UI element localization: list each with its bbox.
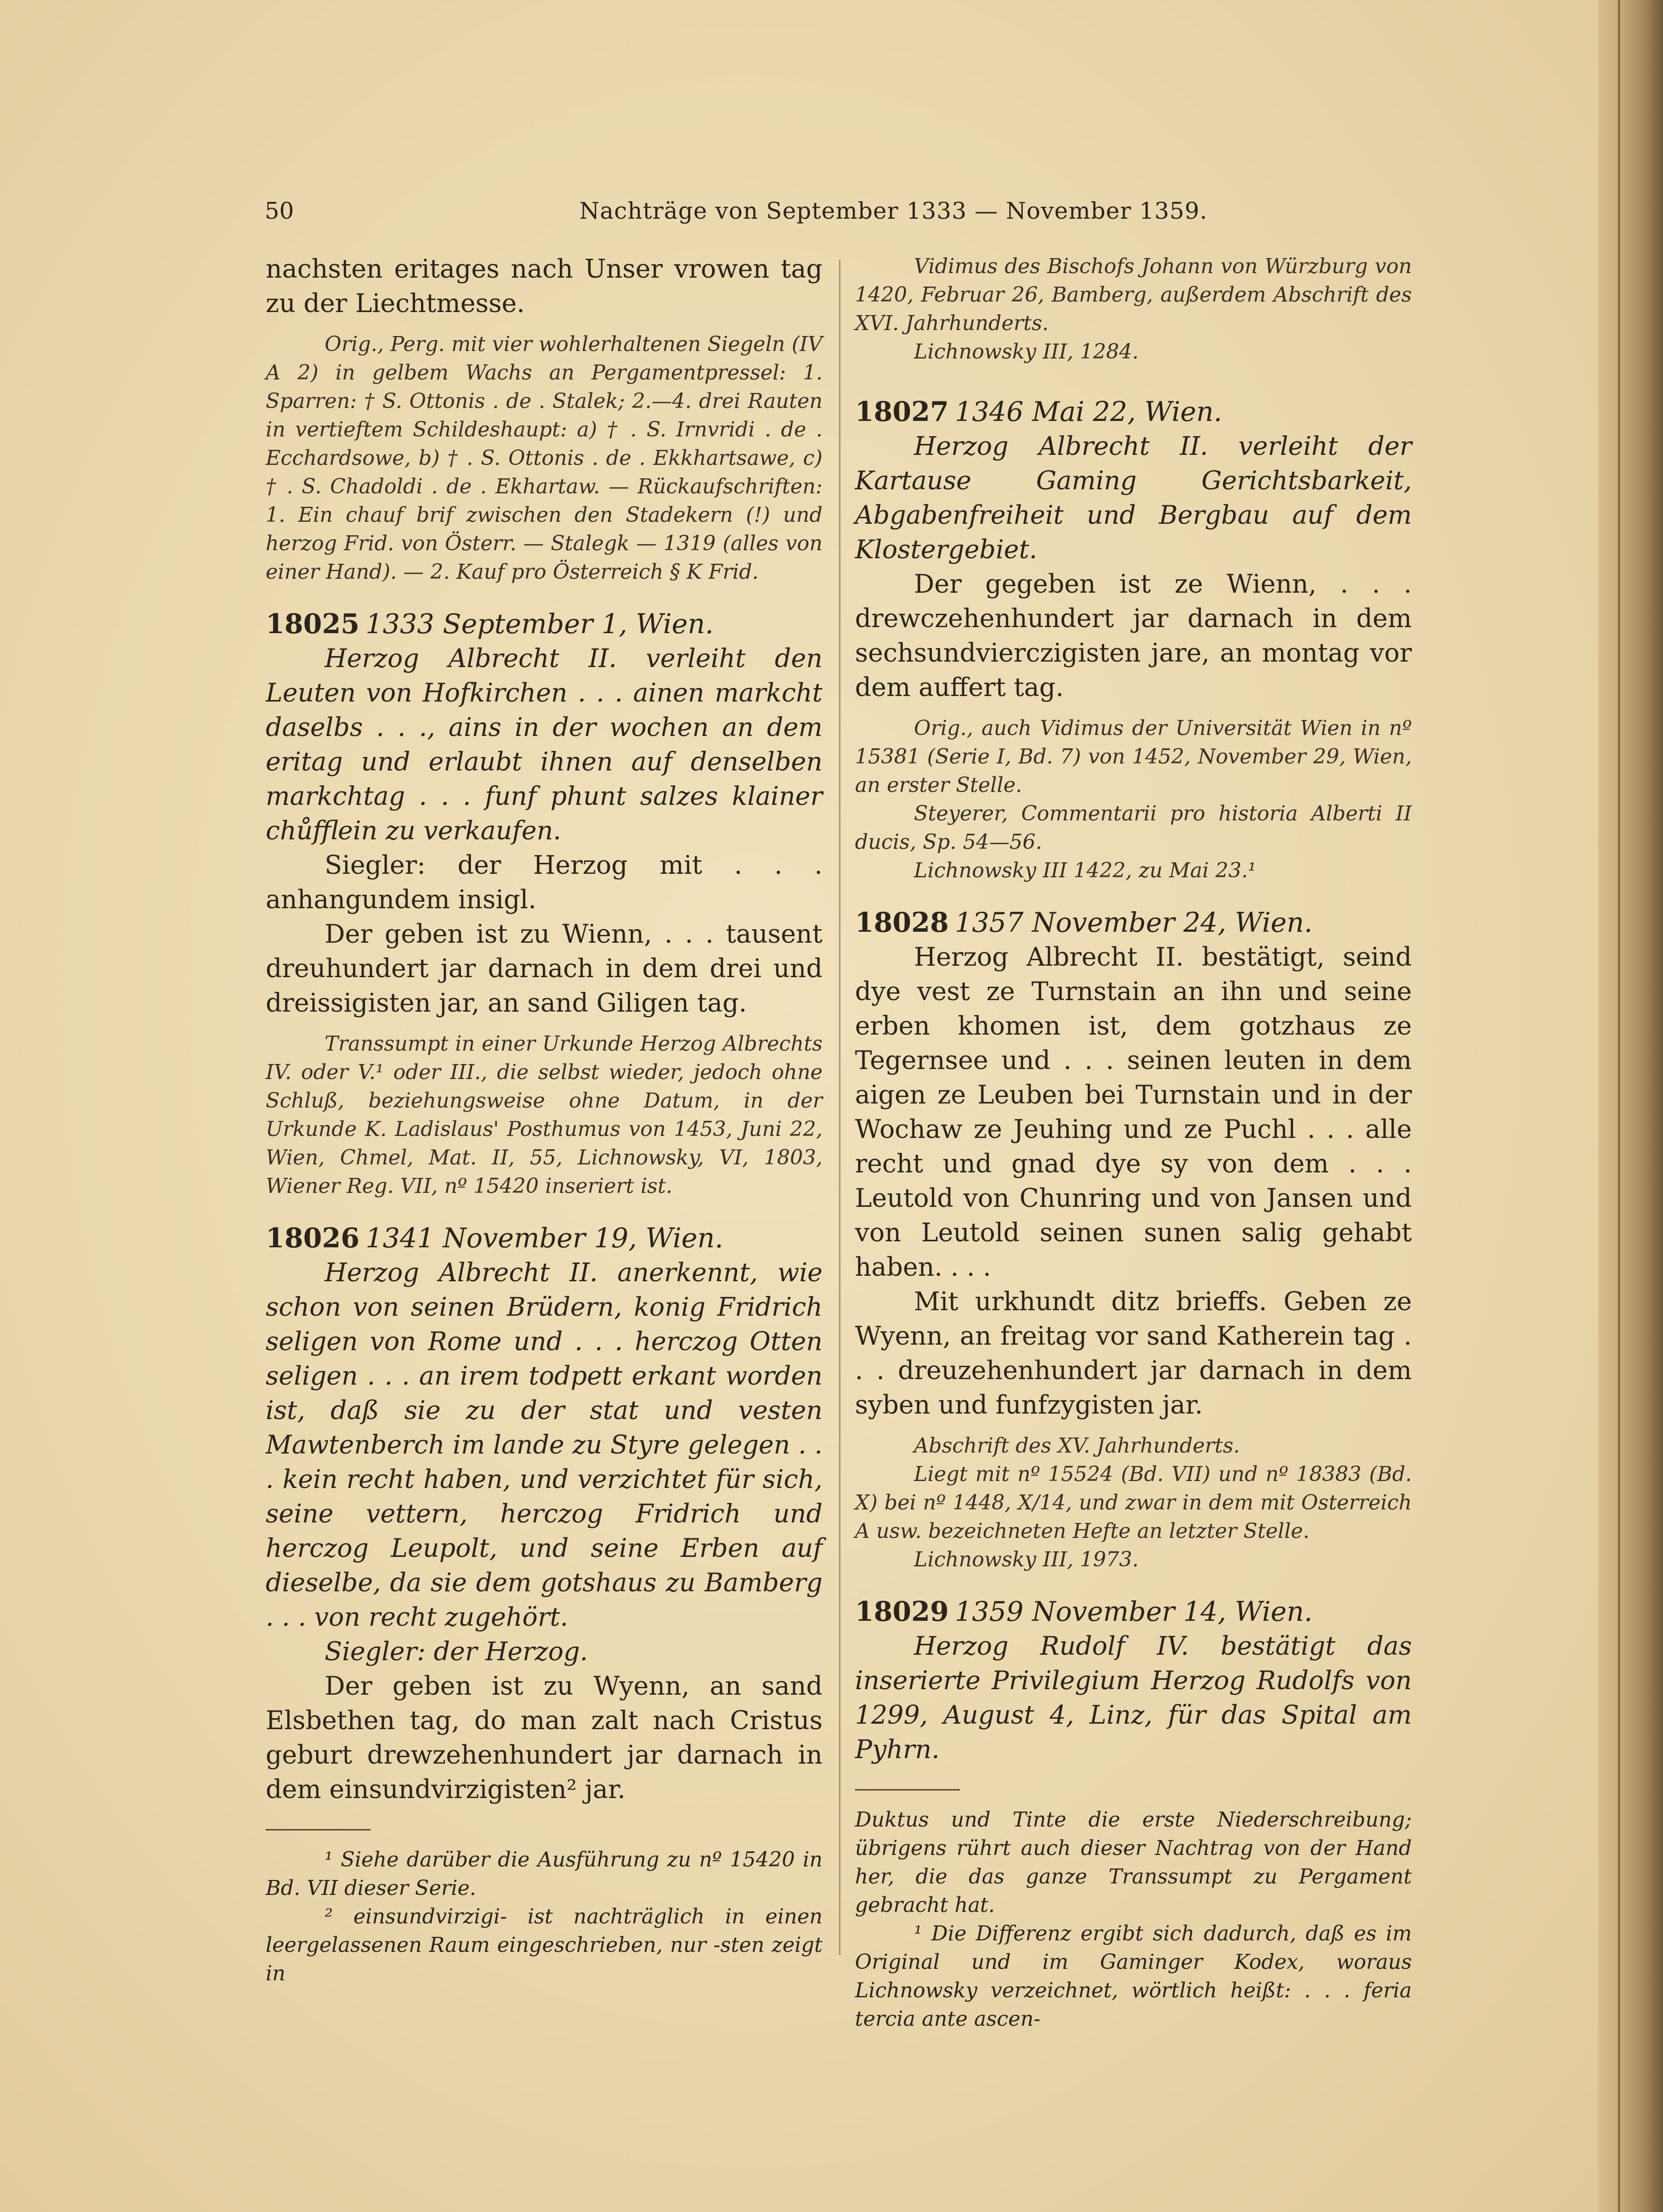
spine-edge xyxy=(1618,0,1620,2212)
entry-number: 18026 xyxy=(266,1222,360,1254)
footnote-1: ¹ Siehe darüber die Ausführung zu nº 15420 in Bd. VII dieser Serie. xyxy=(266,1847,823,1900)
entry-18027-heading xyxy=(855,394,1412,429)
entry-number: 18025 xyxy=(266,608,360,640)
entry-18028-note-2: Liegt mit nº 15524 (Bd. VII) und nº 18383 (Bd. X) bei nº 1448, X/14, und zwar in dem mit Osterreich A usw. bezeichneten Hefte an letzter Stelle. xyxy=(855,1462,1412,1543)
entry-18026-sealer: Siegler: der Herzog. xyxy=(325,1637,588,1667)
footnote-1: ¹ Die Differenz ergibt sich dadurch, daß es im Original und im Gaminger Kodex, woraus Lichnowsky verzeichnet, wörtlich heißt: . . . feria tercia ante ascen- xyxy=(855,1921,1412,2031)
entry-18028-heading xyxy=(855,905,1412,940)
entry-18026-dating: Der geben ist zu Wyenn, an sand Elsbethen tag, do man zalt nach Cristus geburt drewzehenhundert jar darnach in dem einsundvirzigisten² jar. xyxy=(266,1672,823,1805)
left-column xyxy=(266,252,823,1988)
footnote-continued: Duktus und Tinte die erste Niederschreibung; übrigens rührt auch dieser Nachtrag von der Hand her, die das ganze Transsumpt zu Pergament gebracht hat. xyxy=(855,1808,1412,1917)
entry-18025-heading xyxy=(266,606,823,642)
continued-note: Vidimus des Bischofs Johann von Würzburg von 1420, Februar 26, Bamberg, außerdem Abschrift des XVI. Jahrhunderts. xyxy=(855,254,1412,335)
continued-text: nachsten eritages nach Unser vrowen tag zu der Liechtmesse. xyxy=(266,255,823,319)
entry-number: 18028 xyxy=(855,906,949,938)
entry-18026-summary: Herzog Albrecht II. anerkennt, wie schon von seinen Brüdern, konig Fridrich seligen von Rome und . . . herczog Otten seligen . . . an irem todpett erkant worden ist, daß sie zu der stat und vesten Mawtenberch im lande zu Styre gelegen . . . kein recht haben, und verzichtet für sich, seine vettern, herczog Fridrich und herczog Leupolt, und seine Erben auf dieselbe, da sie dem gotshaus zu Bamberg . . . von recht zugehört. xyxy=(266,1258,823,1632)
right-column xyxy=(855,252,1412,2033)
page-header xyxy=(265,197,1413,232)
entry-number: 18029 xyxy=(855,1595,949,1627)
entry-18027-note-1: Orig., auch Vidimus der Universität Wien in nº 15381 (Serie I, Bd. 7) von 1452, November 29, Wien, an erster Stelle. xyxy=(855,716,1412,797)
entry-18027-note-3: Lichnowsky III 1422, zu Mai 23.¹ xyxy=(914,858,1256,882)
entry-18028-note-1: Abschrift des XV. Jahrhunderts. xyxy=(914,1434,1240,1458)
book-spine xyxy=(1598,0,1663,2212)
footnote-rule xyxy=(855,1789,960,1791)
entry-date: 1346 Mai 22, Wien. xyxy=(955,396,1223,427)
entry-date: 1359 November 14, Wien. xyxy=(955,1596,1313,1627)
continued-note: Orig., Perg. mit vier wohlerhaltenen Siegeln (IV A 2) in gelbem Wachs an Pergamentpressel: 1. Sparren: † S. Ottonis . de . Stalek; 2.—4. drei Rauten in vertieftem Schildeshaupt: a) † . S. Irnvridi . de . Ecchardsowe, b) † . S. Ottonis . de . Ekkhartsawe, c) † . S. Chadoldi . de . Ekhartaw. — Rückaufschriften: 1. Ein chauf brif zwischen den Stadekern (!) und herzog Frid. von Österr. — Stalegk — 1319 (alles von einer Hand). — 2. Kauf pro Österreich § K Frid. xyxy=(266,332,823,584)
column-divider xyxy=(839,260,840,1955)
entry-18028-dating: Mit urkhundt ditz brieffs. Geben ze Wyenn, an freitag vor sand Katherein tag . . . dreuzehenhundert jar darnach in dem syben und funfzygisten jar. xyxy=(855,1287,1412,1420)
entry-18025-sealer: Siegler: der Herzog mit . . . anhangundem insigl. xyxy=(266,851,823,915)
entry-18029-heading xyxy=(855,1594,1412,1629)
entry-18028-summary: Herzog Albrecht II. bestätigt, seind dye vest ze Turnstain an ihn und seine erben khomen ist, dem gotzhaus ze Tegernsee und . . . seinen leuten in dem aigen ze Leuben bei Turnstain und in der Wochaw ze Jeuhing und ze Puchl . . . alle recht und gnad dye sy von dem . . . Leutold von Chunring und von Jansen und von Leutold seinen sunen salig gehabt haben. . . . xyxy=(855,943,1412,1282)
entry-18028-note-3: Lichnowsky III, 1973. xyxy=(914,1547,1139,1571)
entry-18027-note-2: Steyerer, Commentarii pro historia Alberti II ducis, Sp. 54—56. xyxy=(855,801,1412,854)
entry-18026-heading xyxy=(266,1220,823,1256)
entry-18025-dating: Der geben ist zu Wienn, . . . tausent dreuhundert jar darnach in dem drei und dreissigisten jar, an sand Giligen tag. xyxy=(266,920,823,1018)
entry-date: 1357 November 24, Wien. xyxy=(955,907,1313,938)
footnote-rule xyxy=(266,1829,371,1831)
footnote-2: ² einsundvirzigi- ist nachträglich in einen leergelassenen Raum eingeschrieben, nur -sten zeigt in xyxy=(266,1904,823,1985)
entry-18025-note: Transsumpt in einer Urkunde Herzog Albrechts IV. oder V.¹ oder III., die selbst wieder, jedoch ohne Schluß, beziehungsweise ohne Datum, in der Urkunde K. Ladislaus' Posthumus von 1453, Juni 22, Wien, Chmel, Mat. II, 55, Lichnowsky, VI, 1803, Wiener Reg. VII, nº 15420 inseriert ist. xyxy=(266,1032,823,1198)
running-title: Nachträge von September 1333 — November 1359. xyxy=(579,197,1208,224)
entry-18027-dating: Der gegeben ist ze Wienn, . . . drewczehenhundert jar darnach in dem sechsundvierczigisten jare, an montag vor dem auffert tag. xyxy=(855,570,1412,703)
entry-18029-summary: Herzog Rudolf IV. bestätigt das inserierte Privilegium Herzog Rudolfs von 1299, August 4, Linz, für das Spital am Pyhrn. xyxy=(855,1632,1412,1765)
entry-18025-summary: Herzog Albrecht II. verleiht den Leuten von Hofkirchen . . . ainen markcht daselbs . . ., ains in der wochen an dem eritag und erlaubt ihnen auf denselben markchtag . . . funf phunt salzes klainer chůfflein zu verkaufen. xyxy=(266,644,823,846)
entry-number: 18027 xyxy=(855,395,949,427)
continued-reference: Lichnowsky III, 1284. xyxy=(914,340,1139,364)
entry-date: 1341 November 19, Wien. xyxy=(366,1222,724,1254)
entry-18027-summary: Herzog Albrecht II. verleiht der Kartause Gaming Gerichtsbarkeit, Abgabenfreiheit und Bergbau auf dem Klostergebiet. xyxy=(855,432,1412,565)
page-number: 50 xyxy=(265,197,294,224)
entry-date: 1333 September 1, Wien. xyxy=(366,608,714,640)
